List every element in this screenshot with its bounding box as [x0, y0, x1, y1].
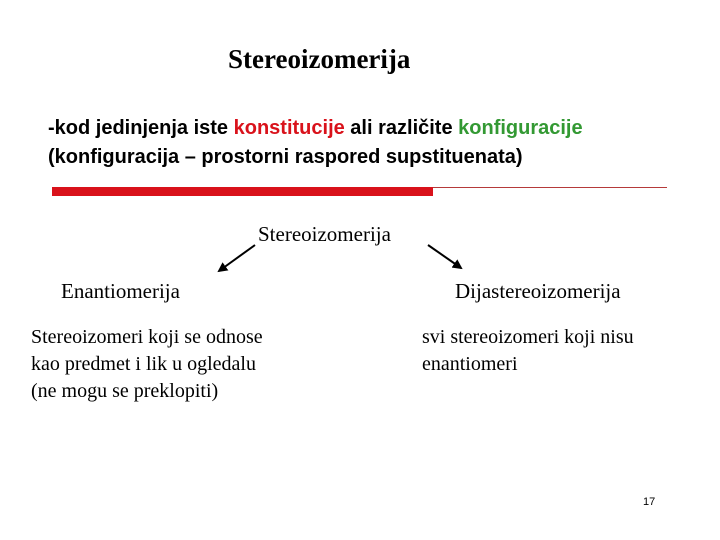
slide-title: Stereoizomerija: [228, 44, 411, 74]
keyword-constitution: konstitucije: [233, 117, 345, 139]
keyword-configuration: konfiguracije: [458, 117, 583, 139]
definition-middle: ali različite: [344, 117, 459, 139]
dijastereoizomerija-description: svi stereoizomeri koji nisu enantiomeri: [422, 326, 634, 375]
arrow-to-dijastereoizomerija: [428, 245, 461, 268]
diagram-root-node: Stereoizomerija: [258, 222, 391, 246]
node-enantiomerija: Enantiomerija: [61, 279, 180, 303]
definition-prefix: -kod jedinjenja iste: [48, 117, 234, 139]
page-number: 17: [643, 496, 656, 508]
node-dijastereoizomerija: Dijastereoizomerija: [455, 279, 621, 303]
definition-line-2: (konfiguracija – prostorni raspored supstituenata): [48, 146, 523, 168]
arrow-to-enantiomerija: [219, 245, 255, 271]
enantiomerija-description: Stereoizomeri koji se odnose kao predmet i lik u ogledalu (ne mogu se preklopiti): [31, 326, 263, 402]
